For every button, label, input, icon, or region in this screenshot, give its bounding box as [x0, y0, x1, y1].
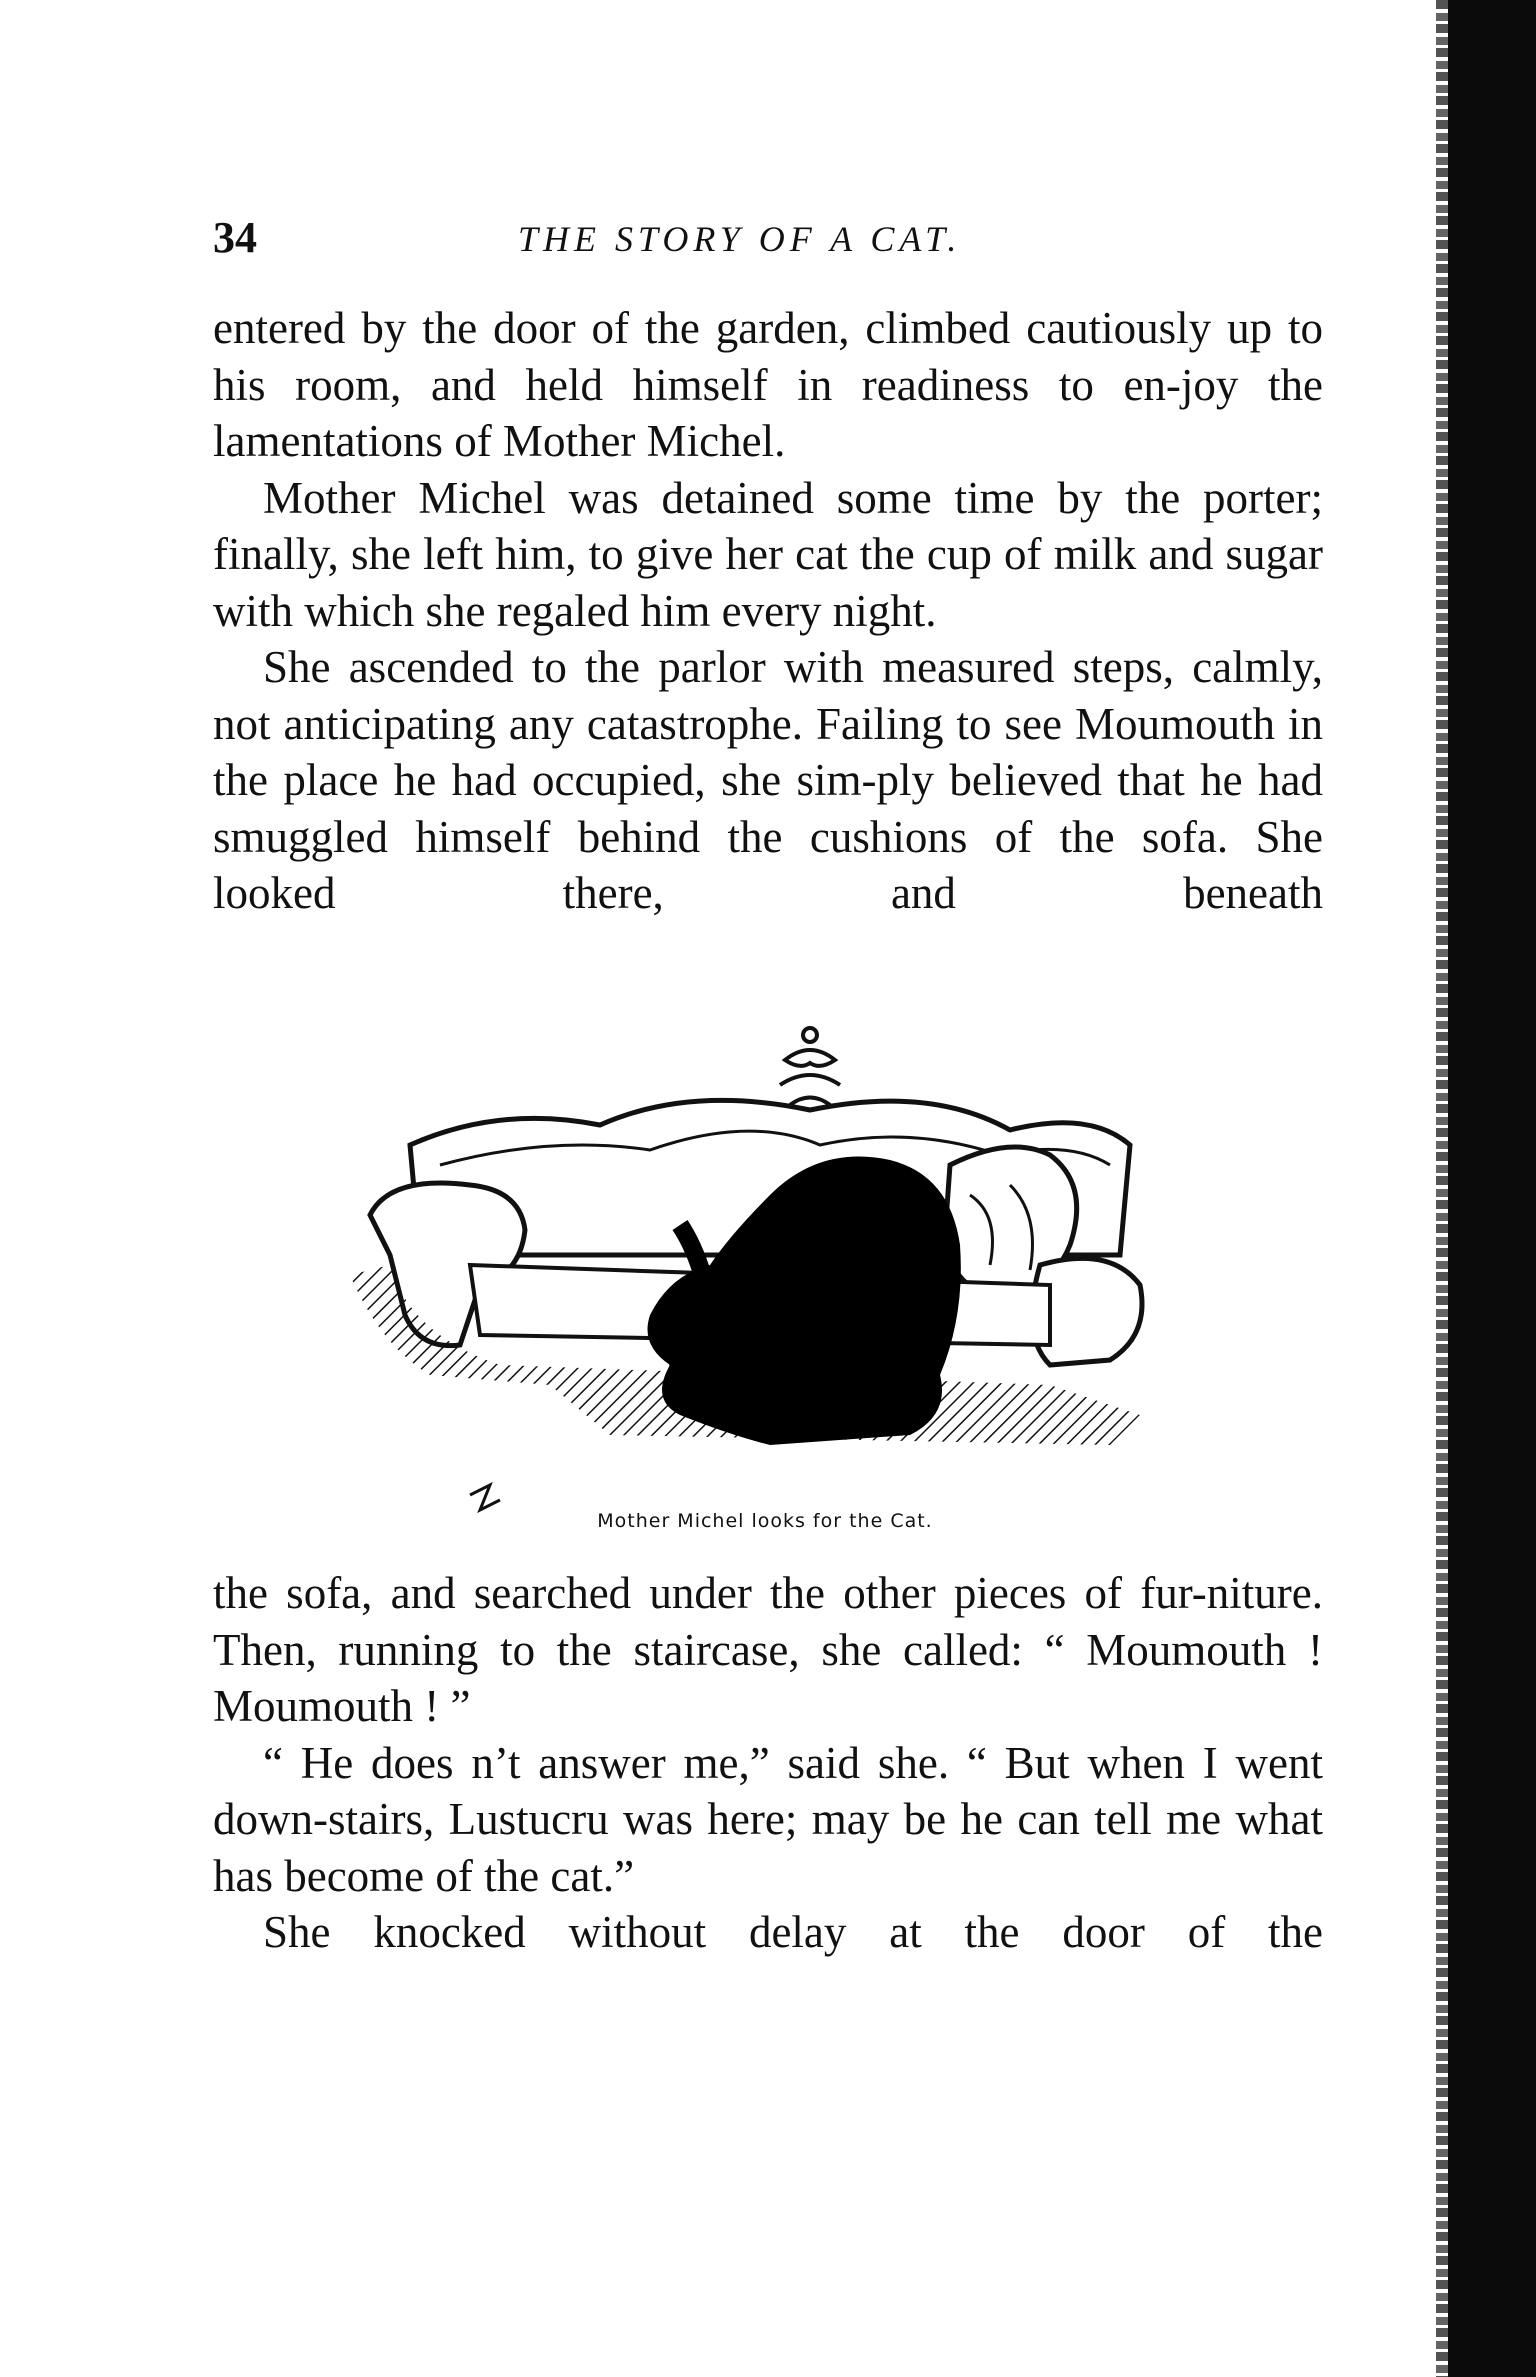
illustrator-mark — [470, 1485, 500, 1510]
paragraph: She ascended to the parlor with measured steps, calmly, not anticipating any catastrophe. Failing to see Moumouth in the place he had occupied, she sim-ply believed that he had smuggled himself behind the cushions of the sofa. She looked there, and beneath — [213, 642, 1323, 918]
text-block-top — [213, 300, 1323, 922]
paragraph: She knocked without delay at the door of the — [263, 1907, 1323, 1957]
sofa-crest-ornament — [780, 1028, 840, 1105]
page-edge — [1448, 0, 1536, 2377]
running-title: THE STORY OF A CAT. — [518, 219, 962, 259]
paragraph: Mother Michel was detained some time by the porter; finally, she left him, to give her cat the cup of milk and sugar with which she regaled him every night. — [213, 472, 1323, 636]
paragraph: entered by the door of the garden, climbed cautiously up to his room, and held himself in readiness to en-joy the lamentations of Mother Michel. — [213, 303, 1323, 466]
text-block-bottom — [213, 1565, 1323, 1961]
figure-caption: Mother Michel looks for the Cat. — [597, 1510, 933, 1532]
page-number: 34 — [213, 213, 257, 262]
paragraph: the sofa, and searched under the other pieces of fur-niture. Then, running to the staircase, she called: “ Moumouth ! Moumouth ! ” — [213, 1568, 1323, 1731]
paragraph: “ He does n’t answer me,” said she. “ But when I went down-stairs, Lustucru was here; may be he can tell me what has become of the cat.” — [213, 1737, 1323, 1901]
running-head — [213, 212, 1323, 272]
sofa-illustration — [350, 1015, 1180, 1535]
mother-michel-silhouette — [648, 1157, 961, 1445]
